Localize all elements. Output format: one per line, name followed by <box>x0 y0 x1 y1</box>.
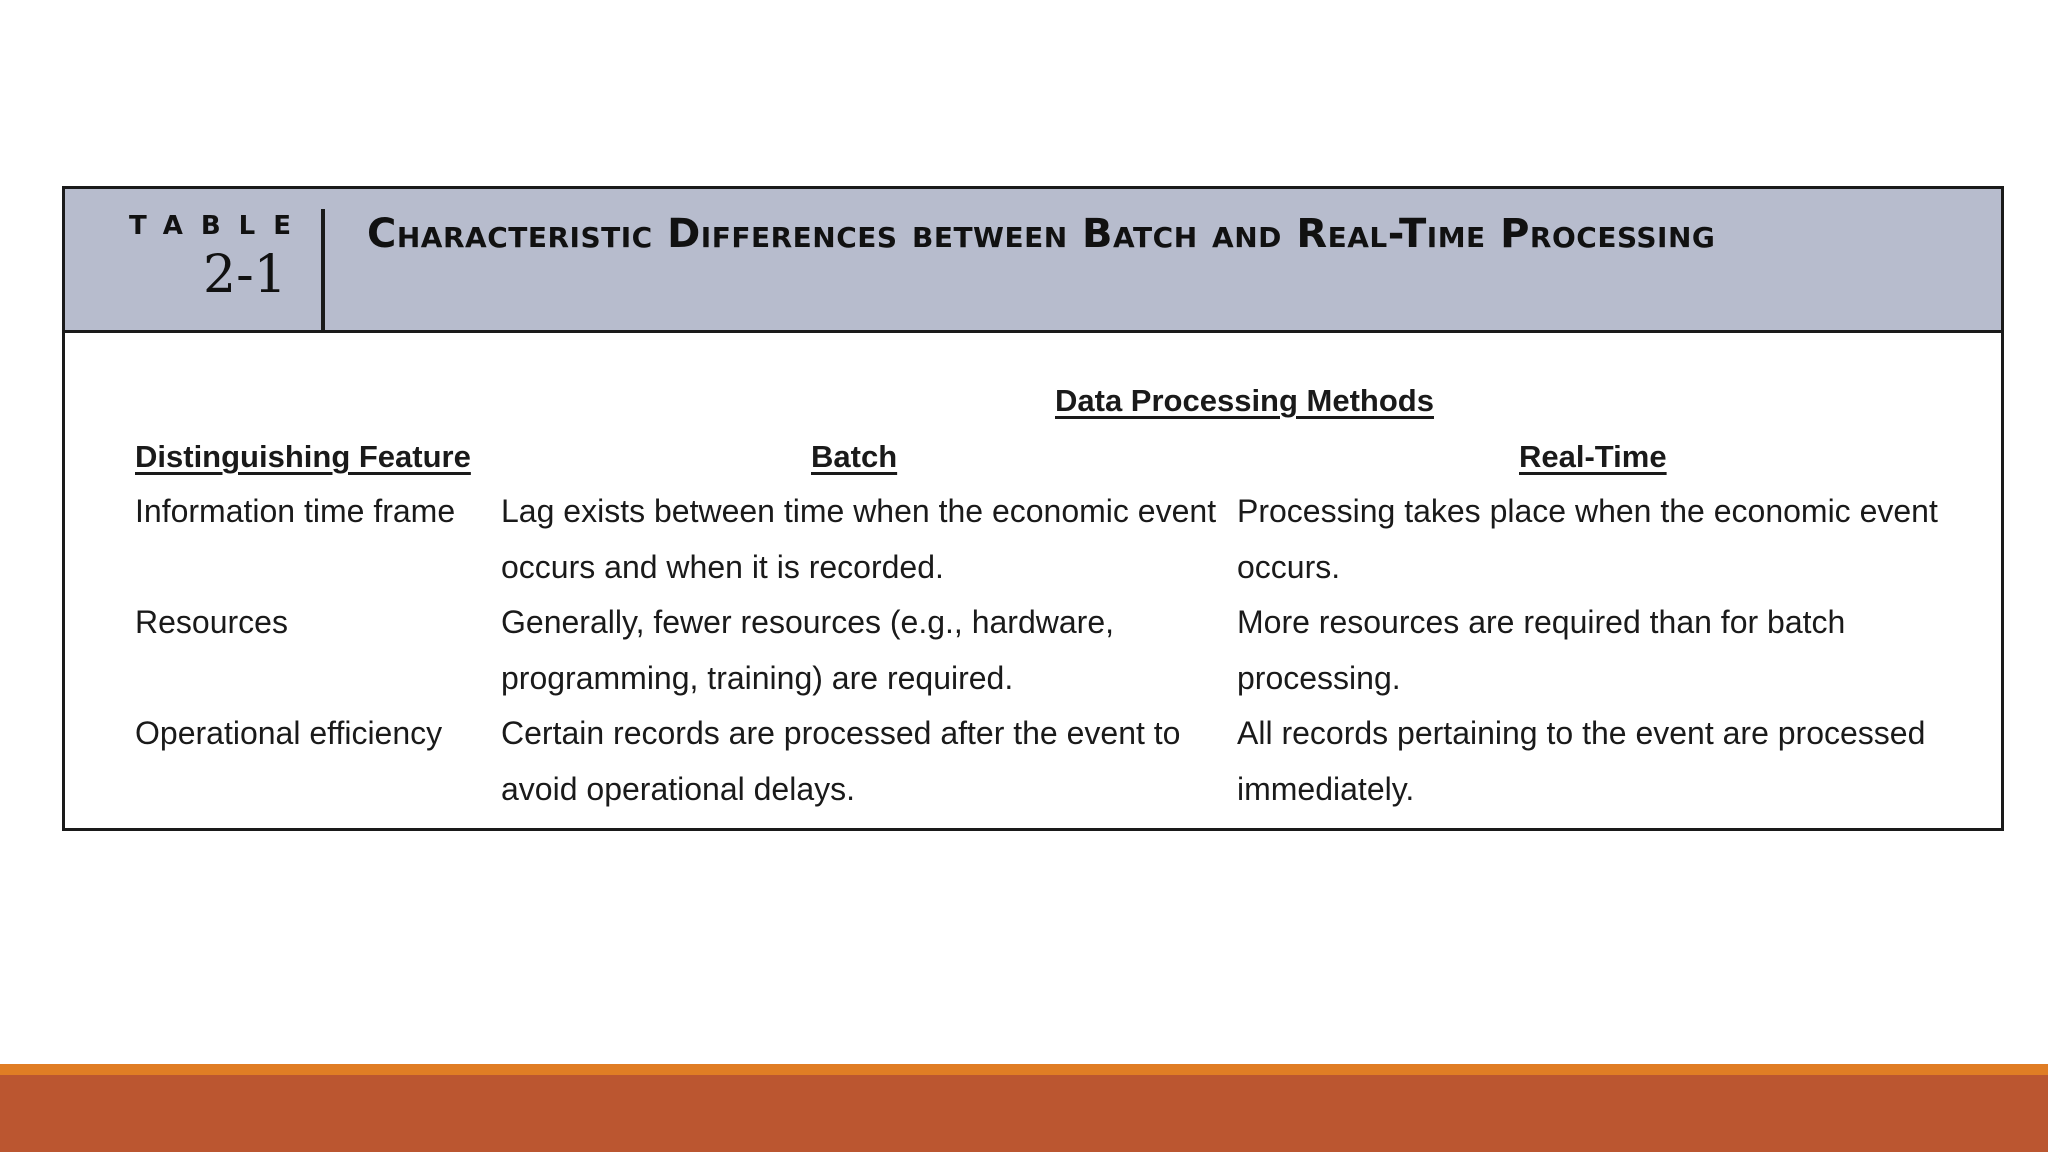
footer-bar <box>0 1075 2048 1152</box>
footer-accent-stripe <box>0 1064 2048 1075</box>
group-heading: Data Processing Methods <box>1055 383 1434 418</box>
table-number: 2-1 <box>203 245 287 305</box>
table-figure <box>62 186 2004 831</box>
table-cell-batch: Generally, fewer resources (e.g., hardware, programming, training) are required. <box>501 604 1114 696</box>
column-header-batch: Batch <box>811 439 898 474</box>
table-header <box>65 189 2001 333</box>
table-cell-batch: Certain records are processed after the event to avoid operational delays. <box>501 715 1181 807</box>
table-cell-batch: Lag exists between time when the economic event occurs and when it is recorded. <box>501 493 1217 585</box>
table-label: TABLE <box>129 211 309 241</box>
table-cell-realtime: Processing takes place when the economic event occurs. <box>1237 493 1938 585</box>
table-cell-feature: Resources <box>135 604 288 640</box>
table-cell-realtime: More resources are required than for batch processing. <box>1237 604 1846 696</box>
table-cell-feature: Information time frame <box>135 493 456 529</box>
header-divider <box>321 209 325 333</box>
table-cell-realtime: All records pertaining to the event are processed immediately. <box>1237 715 1926 807</box>
column-header-realtime: Real-Time <box>1519 439 1667 474</box>
table-title: Characteristic Differences between Batch and Real-Time Processing <box>367 211 1716 257</box>
table-cell-feature: Operational efficiency <box>135 715 443 751</box>
column-header-feature: Distinguishing Feature <box>135 439 471 474</box>
